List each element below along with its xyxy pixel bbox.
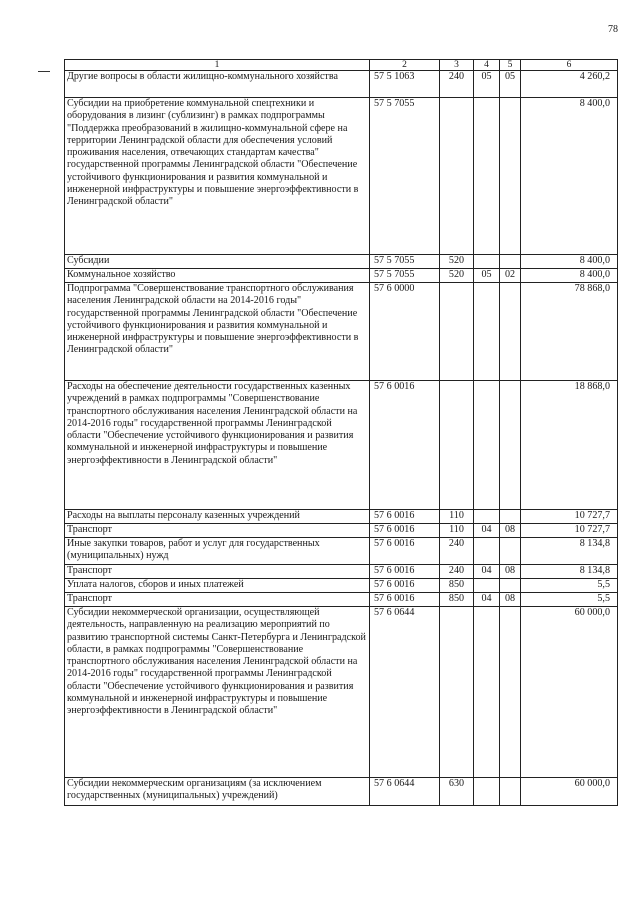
row-subsection: [500, 607, 521, 778]
table-row: [65, 255, 618, 269]
row-code: 57 5 7055: [370, 255, 440, 269]
row-code: 57 6 0644: [370, 607, 440, 778]
row-amount: 8 400,0: [521, 269, 618, 283]
row-amount: 5,5: [521, 593, 618, 607]
row-code: 57 5 7055: [370, 269, 440, 283]
row-description: Другие вопросы в области жилищно-коммунального хозяйства: [65, 71, 370, 98]
row-subsection: 02: [500, 269, 521, 283]
row-description: Коммунальное хозяйство: [65, 269, 370, 283]
row-amount: 78 868,0: [521, 283, 618, 381]
row-section: [474, 579, 500, 593]
row-code: 57 6 0000: [370, 283, 440, 381]
row-code: 57 5 1063: [370, 71, 440, 98]
table-row: [65, 524, 618, 538]
row-subsection: [500, 98, 521, 255]
table-row: [65, 510, 618, 524]
table-row: [65, 269, 618, 283]
row-description: Транспорт: [65, 593, 370, 607]
row-amount: 10 727,7: [521, 524, 618, 538]
row-code: 57 6 0016: [370, 524, 440, 538]
column-header: 4: [474, 60, 500, 71]
row-subsection: [500, 510, 521, 524]
row-section: 04: [474, 524, 500, 538]
row-section: 05: [474, 71, 500, 98]
margin-mark: [38, 71, 50, 72]
row-subsection: [500, 778, 521, 806]
row-expense-type: 520: [440, 255, 474, 269]
row-section: 04: [474, 565, 500, 579]
row-amount: 8 134,8: [521, 538, 618, 565]
row-expense-type: 240: [440, 71, 474, 98]
page-number: 78: [608, 24, 618, 35]
budget-table: [64, 59, 618, 806]
row-description: Подпрограмма "Совершенствование транспортного обслуживания населения Ленинградской области на 2014-2016 годы" государственной программы Ленинградской области "Обеспечение устойчивого функционирования и развития коммунальной и инженерной инфраструктуры и повышение энергоэффективности в Ленинградской области": [65, 283, 370, 381]
row-amount: 60 000,0: [521, 607, 618, 778]
row-subsection: [500, 255, 521, 269]
row-section: [474, 98, 500, 255]
row-section: [474, 538, 500, 565]
row-description: Субсидии: [65, 255, 370, 269]
row-section: [474, 283, 500, 381]
row-expense-type: 240: [440, 565, 474, 579]
column-header: 2: [370, 60, 440, 71]
table-header-row: [65, 60, 618, 71]
row-description: Субсидии некоммерческой организации, осуществляющей деятельность, направленную на реализацию мероприятий по развитию транспортной системы Санкт-Петербурга и Ленинградской области, в рамках подпрограммы "Совершенствование транспортного обслуживания населения Ленинградской области на 2014-2016 годы" государственной программы Ленинградской области "Обеспечение устойчивого функционирования и развития коммунальной и инженерной инфраструктуры и повышение энергоэффективности в Ленинградской области": [65, 607, 370, 778]
row-description: Субсидии некоммерческим организациям (за исключением государственных (муниципальных) учреждений): [65, 778, 370, 806]
row-code: 57 5 7055: [370, 98, 440, 255]
row-code: 57 6 0016: [370, 538, 440, 565]
row-description: Иные закупки товаров, работ и услуг для государственных (муниципальных) нужд: [65, 538, 370, 565]
row-section: [474, 381, 500, 510]
table-row: [65, 579, 618, 593]
row-amount: 18 868,0: [521, 381, 618, 510]
row-expense-type: [440, 283, 474, 381]
column-header: 6: [521, 60, 618, 71]
row-amount: 8 400,0: [521, 255, 618, 269]
row-subsection: [500, 538, 521, 565]
row-code: 57 6 0016: [370, 565, 440, 579]
row-section: [474, 778, 500, 806]
row-amount: 60 000,0: [521, 778, 618, 806]
row-section: [474, 607, 500, 778]
row-description: Транспорт: [65, 565, 370, 579]
row-amount: 5,5: [521, 579, 618, 593]
row-expense-type: 630: [440, 778, 474, 806]
row-code: 57 6 0016: [370, 381, 440, 510]
row-code: 57 6 0016: [370, 579, 440, 593]
row-expense-type: 240: [440, 538, 474, 565]
row-expense-type: 110: [440, 510, 474, 524]
row-description: Расходы на выплаты персоналу казенных учреждений: [65, 510, 370, 524]
row-description: Уплата налогов, сборов и иных платежей: [65, 579, 370, 593]
row-expense-type: 850: [440, 579, 474, 593]
row-amount: 8 400,0: [521, 98, 618, 255]
row-subsection: 08: [500, 524, 521, 538]
row-code: 57 6 0016: [370, 510, 440, 524]
row-expense-type: [440, 607, 474, 778]
table-row: [65, 283, 618, 381]
row-subsection: 08: [500, 593, 521, 607]
row-description: Транспорт: [65, 524, 370, 538]
row-expense-type: [440, 98, 474, 255]
row-amount: 10 727,7: [521, 510, 618, 524]
row-section: 04: [474, 593, 500, 607]
row-section: [474, 510, 500, 524]
table-row: [65, 565, 618, 579]
row-expense-type: 850: [440, 593, 474, 607]
row-subsection: [500, 579, 521, 593]
row-description: Расходы на обеспечение деятельности государственных казенных учреждений в рамках подпрограммы "Совершенствование транспортного обслуживания населения Ленинградской области на 2014-2016 годы" государственной программы Ленинградской области "Обеспечение устойчивого функционирования и развития коммунальной и инженерной инфраструктуры и повышение энергоэффективности в Ленинградской области": [65, 381, 370, 510]
table-row: [65, 71, 618, 98]
row-subsection: 08: [500, 565, 521, 579]
row-code: 57 6 0644: [370, 778, 440, 806]
table-row: [65, 98, 618, 255]
row-amount: 8 134,8: [521, 565, 618, 579]
row-subsection: [500, 283, 521, 381]
column-header: 5: [500, 60, 521, 71]
table-row: [65, 778, 618, 806]
row-subsection: [500, 381, 521, 510]
row-code: 57 6 0016: [370, 593, 440, 607]
column-header: 3: [440, 60, 474, 71]
row-expense-type: 520: [440, 269, 474, 283]
row-amount: 4 260,2: [521, 71, 618, 98]
row-expense-type: [440, 381, 474, 510]
table-row: [65, 538, 618, 565]
table-row: [65, 607, 618, 778]
table-row: [65, 593, 618, 607]
row-section: 05: [474, 269, 500, 283]
row-subsection: 05: [500, 71, 521, 98]
row-expense-type: 110: [440, 524, 474, 538]
column-header: 1: [65, 60, 370, 71]
row-description: Субсидии на приобретение коммунальной спецтехники и оборудования в лизинг (сублизинг) в рамках подпрограммы "Поддержка преобразований в жилищно-коммунальной сфере на территории Ленинградской области для обеспечения условий проживания населения, отвечающих стандартам качества" государственной программы Ленинградской области "Обеспечение устойчивого функционирования и развития коммунальной и инженерной инфраструктуры и повышение энергоэффективности в Ленинградской области": [65, 98, 370, 255]
row-section: [474, 255, 500, 269]
table-row: [65, 381, 618, 510]
